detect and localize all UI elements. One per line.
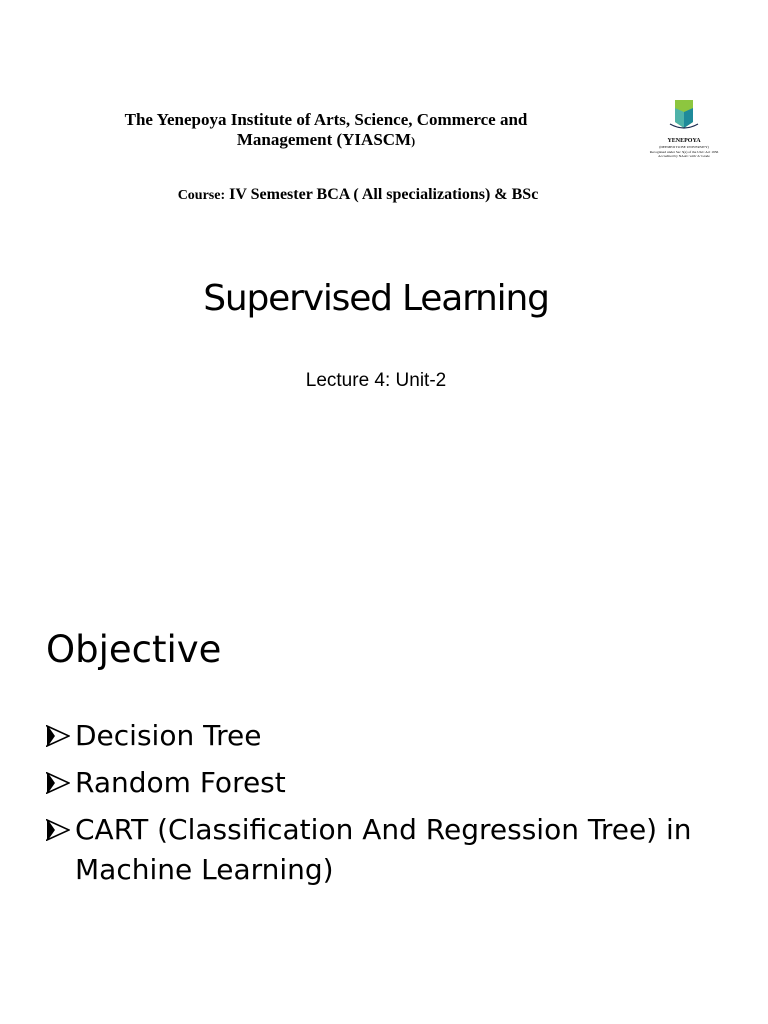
logo-brand: YENEPOYA [667, 138, 701, 144]
arrow-bullet-icon [46, 725, 70, 747]
objective-slide [0, 512, 768, 1024]
list-item [46, 716, 726, 756]
institute-name-line1: The Yenepoya Institute of Arts, Science, Commerce and [124, 110, 528, 129]
course-label: Course: [177, 188, 226, 203]
institute-name-line2 [80, 130, 572, 151]
objective-list [46, 716, 726, 897]
arrow-bullet-icon [46, 772, 70, 794]
course-info [100, 186, 616, 204]
course-value: IV Semester BCA ( All specializations) & BSc [225, 186, 539, 203]
logo-caption [640, 138, 728, 159]
list-item [46, 763, 726, 803]
list-item-text: CART (Classification And Regression Tree) in Machine Learning) [75, 813, 692, 886]
institute-name [80, 110, 572, 151]
list-item-text: Random Forest [75, 766, 286, 799]
list-item-text: Decision Tree [75, 719, 262, 752]
arrow-bullet-icon [46, 819, 70, 841]
slide-title: Supervised Learning [203, 278, 549, 319]
list-item [46, 810, 726, 890]
slide-subtitle: Lecture 4: Unit-2 [305, 370, 447, 391]
institute-name-text: Management (YIASCM [236, 130, 412, 149]
logo-subline-2: Recognised under Sec 3(a) of the UGC Act 1956 [649, 149, 719, 154]
logo-subline-3: Accredited by NAAC with 'A' Grade [658, 154, 710, 158]
objective-heading: Objective [46, 628, 222, 671]
institute-name-paren: ) [411, 134, 416, 148]
logo-subline-1: (DEEMED TO BE UNIVERSITY) [659, 145, 709, 149]
